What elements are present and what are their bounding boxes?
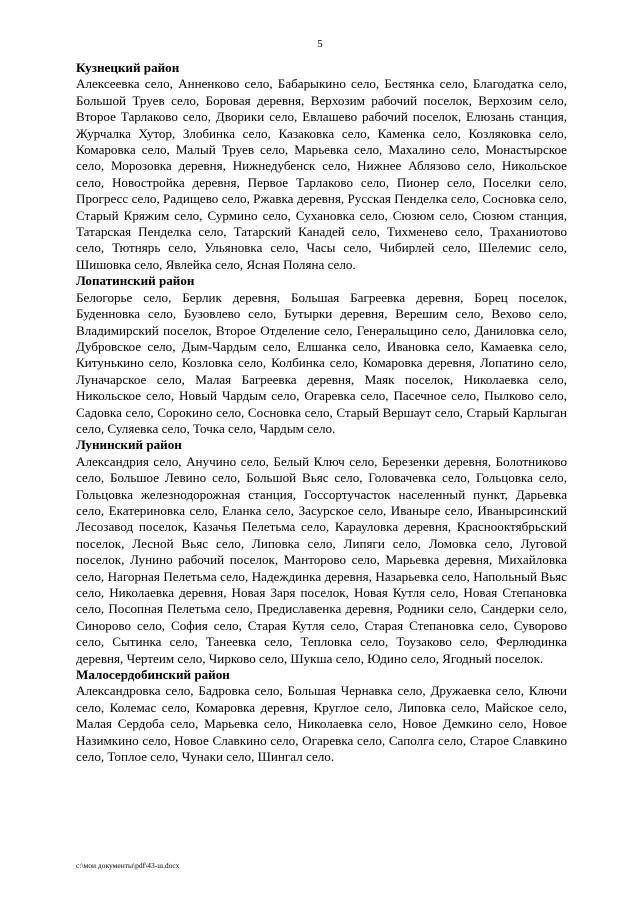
- section-heading-lopatinsky: Лопатинский район: [76, 273, 195, 289]
- document-body: [76, 60, 567, 765]
- page-number: 5: [317, 38, 323, 50]
- section-text-maloserdobinsky: Александровка село, Бадровка село, Большая Чернавка село, Дружаевка село, Ключи село, Колемас село, Комаровка деревня, Круглое село, Липовка село, Майское село, Малая Сердоба село, Марьевка село, Николаевка село, Новое Демкино село, Новое Назимкино село, Новое Славкино село, Огаревка село, Саполга село, Старое Славкино село, Топлое село, Чунаки село, Шингал село.: [76, 683, 567, 765]
- section-heading-luninsky: Лунинский район: [76, 437, 182, 453]
- section-heading-maloserdobinsky: Малосердобинский район: [76, 667, 230, 683]
- section-text-lopatinsky: Белогорье село, Берлик деревня, Большая Багреевка деревня, Борец поселок, Буденновка село, Бузовлево село, Бутырки деревня, Верешим село, Вехово село, Владимирский поселок, Второе Отделение село, Генеральщино село, Даниловка село, Дубровское село, Дым-Чардым село, Елшанка село, Ивановка село, Камаевка село, Китунькино село, Козловка село, Колбинка село, Комаровка деревня, Лопатино село, Луначарское село, Малая Багреевка деревня, Маяк поселок, Николаевка село, Никольское село, Новый Чардым село, Огаревка село, Пасечное село, Пылково село, Садовка село, Сорокино село, Сосновка село, Старый Вершаут село, Старый Карлыган село, Суляевка село, Точка село, Чардым село.: [76, 289, 567, 436]
- section-text-luninsky: Александрия село, Анучино село, Белый Ключ село, Березенки деревня, Болотниково село, Большое Левино село, Большой Вьяс село, Головачевка село, Гольцовка село, Гольцовка железнодорожная станция, Госсортучасток населенный пункт, Дарьевка село, Екатериновка село, Еланка село, Засурское село, Иваныре село, Иванырсинский Лесозавод поселок, Казачья Пелетьма село, Карауловка деревня, Краснооктябрьский поселок, Лесной Вьяс село, Липовка село, Липяги село, Ломовка село, Луговой поселок, Лунино рабочий поселок, Манторово село, Марьевка деревня, Михайловка село, Нагорная Пелетьма село, Надеждинка деревня, Назарьевка село, Напольный Вьяс село, Николаевка деревня, Новая Заря поселок, Новая Кутля село, Новая Степановка село, Посопная Пелетьма село, Предиславенка деревня, Родники село, Сандерки село, Синорово село, София село, Старая Кутля село, Старая Степановка село, Суворово село, Сытинка село, Танеевка село, Тепловка село, Тоузаково село, Ферлюдинка деревня, Чертеим село, Чирково село, Шукша село, Юдино село, Ягодный поселок.: [76, 453, 567, 666]
- section-text-kuznetsky: Алексеевка село, Анненково село, Бабарыкино село, Бестянка село, Благодатка село, Большой Труев село, Боровая деревня, Верхозим рабочий поселок, Верхозим село, Второе Тарлаково село, Дворики село, Евлашево рабочий поселок, Елюзань станция, Журчалка Хутор, Злобинка село, Казаковка село, Каменка село, Козляковка село, Комаровка село, Малый Труев село, Марьевка село, Махалино село, Монастырское село, Морозовка деревня, Нижнедубенск село, Нижнее Аблязово село, Никольское село, Новостройка деревня, Первое Тарлаково село, Пионер село, Поселки село, Прогресс село, Радищево село, Ржавка деревня, Русская Пенделка село, Сосновка село, Старый Кряжим село, Сурмино село, Сухановка село, Сюзюм село, Сюзюм станция, Татарская Пенделка село, Татарский Канадей село, Тихменево село, Траханиотово село, Тютнярь село, Ульяновка село, Часы село, Чибирлей село, Шелемис село, Шишовка село, Явлейка село, Ясная Поляна село.: [76, 76, 567, 272]
- section-heading-kuznetsky: Кузнецкий район: [76, 60, 180, 75]
- footer-file-path: c:\мои документы\pdf\43-ш.docx: [76, 861, 180, 870]
